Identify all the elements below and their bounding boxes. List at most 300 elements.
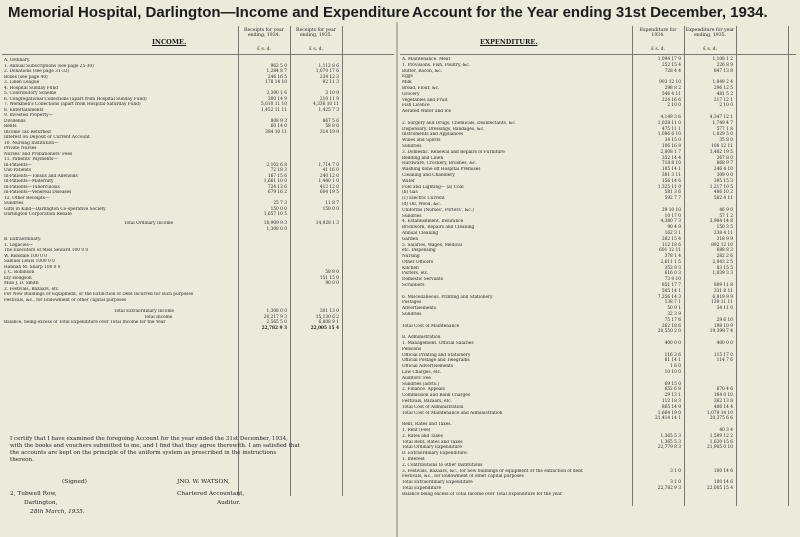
row-label: Sundries [402,213,422,219]
row-label: 1. Annual Subscriptions (see page 25-30) [4,63,94,69]
row-amount-1934: 962 5 0 [270,63,287,69]
income-rows [4,58,344,218]
row-amount-1934: 400 0 0 [664,341,681,347]
exp-col1-unit: £ s. d. [650,47,666,52]
total-ordinary-extra: 1,308 0 0 [266,226,287,232]
row-amount-1935: 151 15 0 [319,275,339,281]
row-label: Advertisements [402,306,437,312]
income-col2-unit: £ s. d. [308,47,324,52]
row-amount-1935: 400 0 0 [716,341,733,347]
row-label: Boxes (see page 40) [4,74,48,80]
income-extraordinary-rows [4,237,344,303]
certificate-date: 28th March, 1935. [30,509,85,515]
row-amount-1935: 1,039 3 3 [712,271,733,277]
row-amount-1934: 21,414 14 1 [655,416,681,422]
row-amount-1934: 1,365 5 3 [660,439,681,445]
row-amount-1934: 116 3 6 [664,352,681,358]
signed-label: (Signed) [62,479,87,485]
row-label: 11. Patients' Payments— [4,157,58,162]
grand-total-1934: 22,782 9 3 [261,325,287,331]
row-label: 9. Invested Property— [4,113,53,118]
row-amount-1935: 58 8 0 [325,270,339,275]
row-label: Private Nurses [4,146,37,151]
row-amount-1934: 475 11 1 [661,126,681,132]
row-amount-1935: 129 11 11 [711,300,733,306]
row-amount-1935: 29 6 10 [716,317,733,323]
exp-header-rule [400,54,796,55]
row-label: A. Maintenance. Meat [402,57,451,62]
row-amount-1934: 808 9 3 [270,118,287,124]
row-amount-1935: 309 0 0 [716,172,733,178]
row-amount-1934: 718 8 10 [661,161,681,167]
row-amount-1935: 1,108 1 2 [712,57,733,62]
row-label: Other Officers [402,259,434,265]
row-amount-1935: 92 11 3 [322,80,339,85]
row-amount-1934: 2,102 6 8 [266,162,287,168]
row-amount-1935: 100 14 6 [713,468,733,474]
total-extraordinary-label: Total Extraordinary Income [114,309,175,314]
row-label: 2. Finance. Appeals [402,387,445,393]
row-label: Darlington Corporation Rebate [4,212,72,217]
row-label: Rents [4,124,17,129]
row-amount-1935: 4,336 10 11 [313,102,339,107]
row-label: Total Expenditure [402,485,441,491]
row-amount-1935: 226 8 9 [716,62,733,68]
row-label: Eggs [402,74,413,80]
row-label: 2. Festivals, Bazaars, etc. [4,286,60,292]
exp-col-divider-4 [788,26,789,506]
total-ordinary-1935: 14,928 1 3 [315,221,339,226]
row-label: W. Ridsdale 100 0 0 [4,253,47,259]
row-label: Interest on Deposit or Current Account [4,135,90,140]
row-amount-1935: 847 13 8 [713,68,733,74]
row-amount-1935: 34 11 0 [716,306,733,312]
row-amount-1934: 3 1 0 [670,468,681,474]
row-amount-1934: 112 18 6 [661,242,681,248]
row-amount-1934: 105 14 1 [661,167,681,173]
row-label: 12. Other Receipts— [4,195,50,201]
total-extraordinary-1934: 1,308 0 0 [266,309,287,314]
row-amount-1934: 72 18 3 [270,168,287,173]
row-label: Out-Patients [4,168,32,173]
row-label: 3. Domestic. Renewal and Repairs of Furniture [402,149,505,155]
row-label: 10. Nursing Institution— [4,140,59,146]
row-amount-1934: 262 15 4 [661,236,681,242]
row-amount-1935: 3,482 19 5 [709,149,733,155]
row-amount-1934: 1 6 0 [670,364,681,370]
income-total-ordinary [4,221,344,232]
row-label: (d) Oil, Wood, &c. [402,201,441,207]
row-amount-1934: 50 9 1 [667,306,681,312]
row-label: 6. Congregational Collections (apart from Hospital Sunday Fund) [4,96,147,102]
row-amount-1935: 150 3 5 [716,225,733,231]
row-amount-1935: 296 12 5 [713,85,733,91]
row-amount-1934: 865 14 9 [661,404,681,410]
row-amount-1935: 481 5 2 [716,91,733,97]
row-amount-1935: 6,819 9 9 [712,294,733,300]
row-label: Official Advertisements [402,364,454,370]
row-label: Brickwork, Repairs and Cleaning [402,225,475,231]
row-label: Law Charges, etc. [402,370,442,376]
row-amount-1935: 892 12 10 [711,242,733,248]
row-amount-1934: 32 3 9 [667,312,681,318]
row-amount-1934: 1,365 5 3 [660,433,681,439]
row-amount-1934: 1,086 6 10 [657,132,681,138]
row-label: Gifts in Kind—Darlington Co-operative Society [4,206,106,212]
row-amount-1935: 238 4 11 [713,230,733,236]
row-label: 1. Rent (Fee) [402,428,431,433]
row-amount-1935: 19,398 7 4 [709,329,733,335]
address-line-1: 2, Tubwell Row, [10,491,57,497]
row-label: 1. Management. Official Salaries [402,341,474,347]
row-amount-1934: 90 4 9 [667,225,681,231]
row-amount-1934: 150 0 0 [270,206,287,212]
row-amount-1935: 58 8 0 [325,124,339,129]
row-amount-1935: 362 13 8 [713,399,733,405]
row-amount-1934: 300 14 9 [267,96,287,102]
auditor-name: JNO. W. WATSON, [177,479,230,485]
row-amount-1934: 592 7 7 [664,196,681,202]
row-amount-1934: 3 1 0 [670,480,681,486]
row-label: 6. Miscellaneous. Printing and Stationery [402,294,493,300]
row-amount-1934: 652 6 8 [664,387,681,393]
row-amount-1934: 7,256 14 3 [657,294,681,300]
row-amount-1934: 156 14 6 [661,178,681,184]
row-label: Garden [402,236,419,242]
row-amount-1934: 262 18 6 [661,323,681,329]
row-label: Total Cost of Maintenance and Administration [402,410,503,416]
row-amount-1934: 2,390 1 6 [266,91,287,96]
row-amount-1934: 394 10 11 [265,129,287,135]
row-label: Vegetables and Fruit [402,97,448,103]
table-row [4,227,344,233]
row-amount-1934: 34 15 0 [664,138,681,144]
auditor-role-2: Auditor. [217,500,241,506]
row-amount-1935: 1,425 7 3 [318,107,339,113]
row-amount-1934: 10 10 0 [664,370,681,376]
total-income-1935: 15,130 6 2 [315,314,339,320]
row-amount-1935: 1,714 7 0 [318,162,339,168]
row-label: The Executors of Miss Seward 100 0 0 [4,248,89,253]
balance-1934: 2,565 5 0 [266,320,287,325]
row-amount-1934: 616 0 3 [664,271,681,277]
income-col1-header: Receipts for year ending, 1934. [244,28,284,39]
row-label: Fish Licence [402,103,430,109]
row-amount-1934: 381 3 11 [661,172,681,178]
row-amount-1934: 246 16 5 [267,74,287,80]
row-amount-1934: 1,657 10 5 [263,212,287,217]
row-amount-1934: 1,661 10 0 [263,179,287,184]
row-amount-1935: 115 17 0 [713,352,733,358]
row-amount-1935: 2,843 2 5 [712,259,733,265]
row-label: Rent, Rates and Taxes. [402,422,452,428]
row-amount-1934: 252 15 4 [661,62,681,68]
row-amount-1935: 318 9 9 [716,236,733,242]
row-amount-1934: 728 4 4 [664,68,681,74]
row-amount-1934: 903 12 10 [659,80,681,86]
row-label: Income Tax Returned [4,129,51,135]
row-label: B. Extraordinary. [4,237,42,242]
row-label: 7. Workmen's Collections (apart from Hospital Saturday Fund) [4,102,141,107]
row-amount-1934: 352 14 4 [661,155,681,161]
row-label: In-Patients— [4,162,32,168]
row-amount-1935: 395 15 3 [713,178,733,184]
row-label: Total Rent, Rates and Taxes [402,439,463,445]
row-label: A. Ordinary. [4,58,31,63]
row-amount-1934: 1,094 17 9 [657,57,681,62]
row-label: etc. Dispensing [402,248,436,254]
row-label: 2. Contributions to other Institutions [402,462,483,468]
row-amount-1935: 234 12 3 [319,74,339,80]
row-label: Samuel Lewis 1000 0 0 [4,259,55,264]
row-amount-1934: 2 10 0 [667,103,681,109]
row-label: Uniforms (Nurses', Porters', &c.) [402,207,474,213]
total-ordinary-1934: 18,909 9 3 [263,221,287,226]
row-amount-1935: 1,630 15 6 [709,439,733,445]
row-amount-1934: 298 8 2 [664,85,681,91]
table-row [4,298,344,304]
row-label: Cleaning and Chandlery [402,172,455,178]
row-amount-1935: 90 0 0 [325,281,339,286]
row-amount-1934: 1,664 19 0 [657,410,681,416]
row-label: Official Printing and Stationery [402,352,471,358]
address-line-2: Darlington, [24,500,58,506]
row-label: Sundries [402,312,422,318]
row-amount-1935: 1,217 10 5 [709,184,733,190]
row-label: Hardware, Crockery, Brushes, &c. [402,161,477,167]
row-label: Grocery [402,91,420,97]
row-amount-1935: 412 12 0 [319,184,339,190]
row-label: Sundries (advts.) [402,381,440,387]
row-label: Scrubbers [402,283,425,289]
row-amount-1934: 22,782 9 3 [657,485,681,491]
row-label: Nursing [402,254,420,260]
row-label: 4. Establishment. Insurance [402,219,464,225]
row-label: In-Patients—Tuberculosis [4,184,60,190]
row-amount-1934: 546 4 11 [661,91,681,97]
row-label: Festivals, &c., for Endowment of other capital purposes [402,474,524,480]
row-amount-1934: 29 13 1 [664,393,681,399]
row-label: Fuel and Lighting— (a) Coal [402,184,464,190]
row-label: 1. Provisions. Fish, Poultry, &c. [402,62,471,68]
row-label: J. C. Robinson [4,270,35,275]
row-amount-1934: 378 1 4 [664,254,681,260]
row-label: Bedding and Linen [402,155,444,161]
row-label: Butter, Bacon, &c. [402,68,443,74]
row-amount-1935: 406 14 4 [713,404,733,410]
expenditure-rows [402,57,738,498]
row-amount-1935: 46 9 0 [719,207,733,213]
row-label: 3. Festivals, Bazaars, &c., for new buildings or equipment or the extinction of debt [402,468,583,474]
balance-label: Balance, being excess of Total Expenditure over Total Income for the Year [4,320,166,325]
row-label: (b) Gas [402,190,418,196]
row-amount-1935: 83 15 5 [716,265,733,271]
row-label: Washing done off Hospital Premises [402,167,481,173]
row-amount-1935: 114 7 6 [716,358,733,364]
row-label: B. Administration. [402,335,442,341]
row-amount-1934: 20,550 2 0 [657,329,681,335]
table-row [4,212,344,218]
row-amount-1934: 1,452 11 11 [261,107,287,113]
table-row [402,492,738,498]
row-amount-1934: 724 13 6 [267,184,287,190]
row-label: Sundries [402,143,422,149]
row-amount-1935: 331 8 11 [713,288,733,294]
row-amount-1935: 40 3 4 [719,428,733,433]
row-amount-1935: 22,005 15 4 [707,485,733,491]
row-label: 4. Hospital Sunday Fund [4,85,59,91]
row-amount-1934: 22,779 8 3 [657,445,681,451]
row-amount-1934: 10 17 0 [664,213,681,219]
row-label: Annual Cleaning [402,230,439,236]
row-amount-1935: 1,589 12 2 [709,433,733,439]
row-label: Dividends [4,118,26,124]
row-amount-1935: 282 2 6 [716,254,733,260]
income-col1-unit: £ s. d. [256,47,272,52]
balance-1935: 6,808 9 1 [318,320,339,325]
row-amount-1934: 581 3 6 [664,190,681,196]
row-amount-1935: 577 1 8 [716,126,733,132]
row-label: For New Buildings or Equipment, or the Extinction of Debt incurred for such purposes [4,292,194,297]
row-amount-1935: 604 19 5 [319,190,339,195]
row-amount-1935: 150 0 0 [322,206,339,212]
income-totals [4,309,344,331]
row-label: 8. Entertainments [4,107,44,113]
row-amount-1934: 2,808 1 7 [660,149,681,155]
row-amount-1934: 178 14 10 [265,80,287,85]
row-label: Total Cost of Administration [402,404,464,410]
row-amount-1934: 69 15 0 [664,381,681,387]
row-label: 1. Interest [402,456,425,462]
row-label: 5. Contributory Scheme [4,91,57,96]
row-amount-1935: 20,375 6 6 [709,416,733,422]
row-amount-1934: 1,284 8 7 [266,69,287,74]
row-amount-1935: 670 4 6 [716,387,733,393]
row-label: 2. Surgery and Drugs, Chemicals, Disinfectants, &c. [402,120,517,126]
row-amount-1934: 29 10 10 [661,207,681,213]
row-amount-1935: 267 8 0 [716,155,733,161]
row-amount-1935: 11 8 7 [325,201,339,206]
row-amount-1935: 100 14 6 [713,480,733,486]
row-amount-1935: 3 10 9 [325,91,339,96]
row-label: D. Extraordinary Expenditure. [402,451,469,457]
row-amount-1935: 867 5 6 [322,118,339,124]
row-label: Milk [402,80,412,86]
exp-col2-unit: £ s. d. [702,47,718,52]
row-amount-1935: 1,029 5 0 [712,132,733,138]
row-amount-1934: 601 12 11 [659,248,681,254]
row-amount-1935: 1,440 1 0 [318,179,339,184]
row-label: Total Cost of Maintenance [402,323,460,329]
row-label: Postages [402,300,422,306]
row-label: Hannah M. Sharp 100 0 0 [4,264,61,270]
row-amount-1934: 73 9 10 [664,277,681,283]
row-amount-1934: 61 14 1 [664,358,681,364]
row-label: In-Patients—Venereal Diseases [4,190,72,195]
row-label: Sundries [4,201,24,206]
row-amount-1935: 246 4 10 [713,167,733,173]
row-amount-1935: 1,049 2 4 [712,80,733,86]
income-header-rule [2,54,394,55]
exp-col2-header: Expenditure for year ending, 1935. [685,28,735,39]
row-amount-1935: 217 12 1 [713,97,733,103]
row-label: Dispensary. Dressings, Bandages, &c. [402,126,485,132]
title-right: Account for the Year ending 31st December, 1934. [412,4,768,21]
row-amount-1935: 35 8 0 [719,138,733,144]
title-left: Memorial Hospital, Darlington—Income and Expenditure [8,4,410,21]
row-amount-1935: 164 0 10 [713,393,733,399]
row-label: Total Ordinary Expenditure [402,445,462,451]
row-label: Commission and Bank Charges [402,393,470,399]
row-amount-1935: 688 8 3 [716,248,733,254]
row-label: Total Extraordinary Expenditure [402,480,473,486]
row-amount-1935: 809 11 8 [713,283,733,289]
row-amount-1934: 162 3 1 [664,230,681,236]
row-label: Kitchen [402,265,419,271]
row-amount-1935: 868 9 7 [716,161,733,167]
row-label: (c) Electric Current [402,196,445,202]
row-amount-1935: 2 10 0 [719,103,733,109]
row-amount-1934: 60 14 0 [270,124,287,129]
row-amount-1935: 582 4 11 [713,196,733,202]
row-label: Nurses' and Probationers' Fees [4,151,73,157]
row-amount-1935: 240 12 0 [319,173,339,179]
income-col2-header: Receipts for year ending, 1935. [296,28,336,39]
row-label: Festivals, &c., for Endowment or other capital purposes [4,297,127,303]
row-amount-1934: 138 7 1 [664,300,681,306]
row-label: In-Patients—Maternity [4,179,54,184]
row-amount-1934: 4,380 7 3 [660,219,681,225]
income-heading: INCOME. [152,38,187,46]
row-label: Wines and Spirits [402,138,441,144]
row-amount-1934: 1,325 11 0 [657,184,681,190]
row-amount-1935: 41 16 0 [322,168,339,173]
row-amount-1935: 4,347 12 1 [709,114,733,120]
row-label: Porters, etc. [402,271,429,277]
row-amount-1935: 198 10 9 [713,323,733,329]
row-amount-1934: 75 17 6 [664,317,681,323]
row-amount-1935: 1,112 8 6 [318,63,339,69]
row-amount-1935: 1,079 14 10 [707,410,733,416]
row-amount-1935: 314 19 9 [319,129,339,135]
row-label: 2. Donations (see page 31-33) [4,69,70,74]
row-label: In-Patients—Tonsils and Adenoids [4,173,78,179]
row-label: 2. Rates and Taxes [402,433,443,439]
row-amount-1934: 851 17 7 [661,283,681,289]
row-amount-1935: 1,070 17 6 [315,69,339,74]
row-label: 3. Linen League [4,80,40,85]
row-amount-1935: 21,905 0 10 [707,445,733,451]
row-label: 5. Salaries, Wages, Medical [402,242,463,248]
table-row [4,326,344,332]
row-amount-1934: 25 7 3 [273,201,287,206]
row-label: Bread, Flour, &c. [402,85,440,91]
row-label: Miss J. D. Smith [4,281,39,286]
row-amount-1934: 224 16 6 [661,97,681,103]
auditor-role-1: Chartered Accountant, [177,491,245,497]
row-label: Aerated Water and Ice [402,109,452,115]
row-label: Ely Hodgson [4,275,32,281]
row-amount-1934: 1,028 11 0 [657,120,681,126]
row-label: Instruments and Appliances [402,132,464,138]
exp-col1-header: Expenditure for 1934. [639,28,677,39]
total-income-label: Total Income [144,314,173,320]
row-amount-1934: 2,611 1 5 [660,259,681,265]
row-label: 1. Legacies— [4,242,33,248]
income-section [2,26,394,537]
row-label: Balance being excess of Total Income over Total Expenditure for the year [402,491,563,497]
row-amount-1935: 108 12 11 [711,143,733,149]
